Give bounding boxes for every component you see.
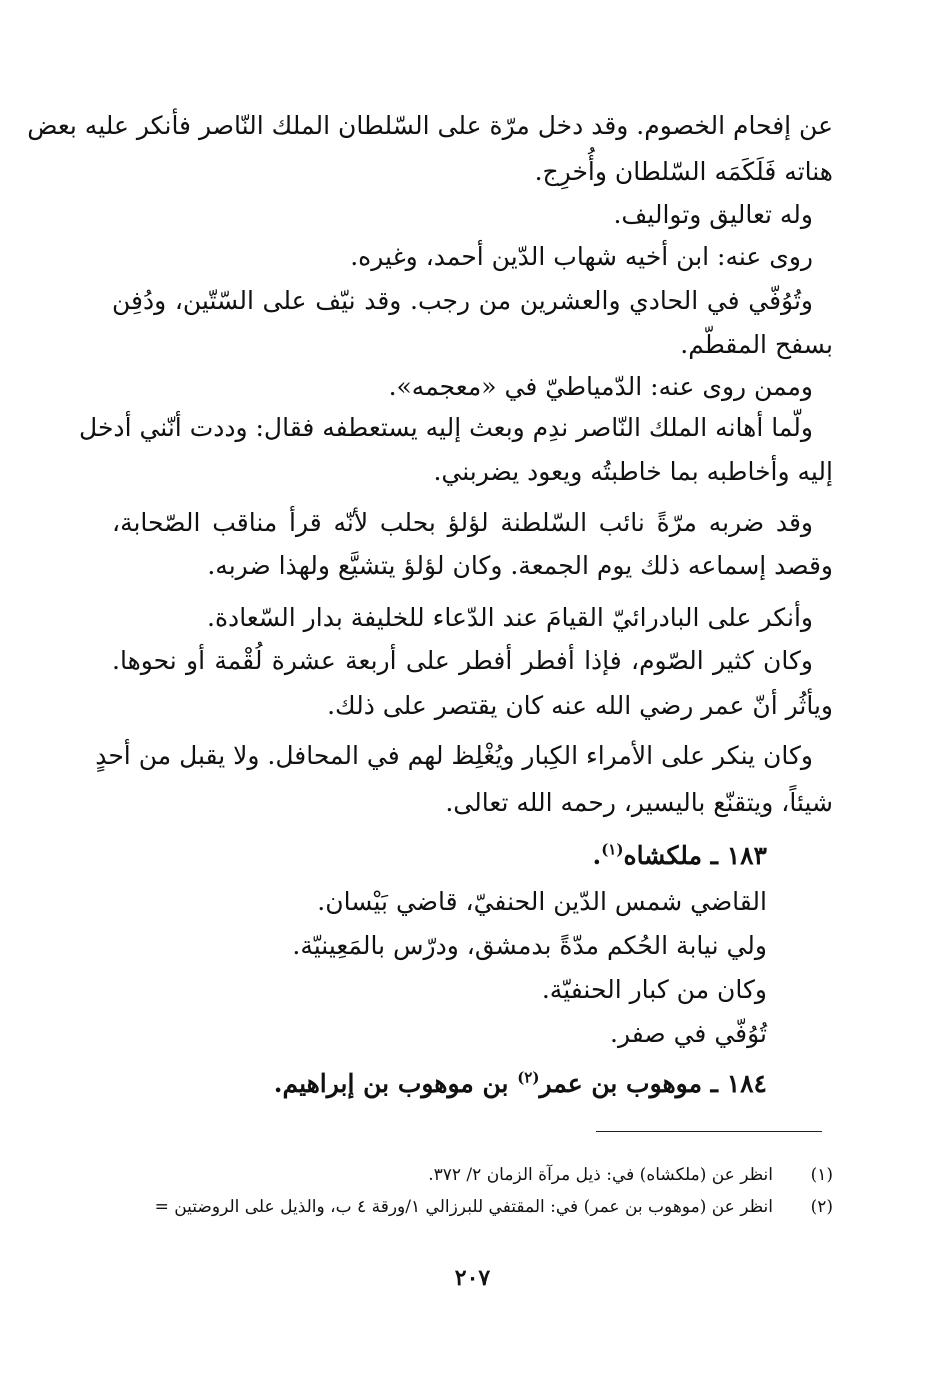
- body-line: هناته فَلَكَمَه السّلطان وأُخرِج.: [534, 157, 833, 186]
- body-line: وقد ضربه مرّةً نائب السّلطنة لؤلؤ بحلب لأنّه قرأ مناقب الصّحابة،: [112, 508, 813, 537]
- entry-183-line: ولي نيابة الحُكم مدّةً بدمشق، ودرّس بالمَعِينيّة.: [292, 931, 767, 960]
- body-line: وتُوُفّي في الحادي والعشرين من رجب. وقد نيّف على السّتّين، ودُفِن: [112, 286, 813, 315]
- body-line: ويأثُر أنّ عمر رضي الله عنه كان يقتصر على ذلك.: [327, 691, 833, 720]
- entry-183-line: تُوُفّي في صفر.: [610, 1019, 767, 1048]
- footnote-number: (٢): [810, 1197, 833, 1217]
- footnote-2: [112, 1195, 833, 1219]
- entry-183-heading: [592, 840, 767, 872]
- entry-184-title-rest: بن موهوب بن إبراهيم.: [273, 1069, 518, 1098]
- entry-183-line: القاضي شمس الدّين الحنفيّ، قاضي بَيْسان.: [317, 887, 767, 916]
- entry-183-line: وكان من كبار الحنفيّة.: [541, 975, 767, 1004]
- body-line: وممن روى عنه: الدّمياطيّ في «معجمه».: [388, 372, 813, 401]
- body-line: عن إفحام الخصوم. وقد دخل مرّة على السّلطان الملك النّاصر فأنكر عليه بعض: [27, 111, 833, 140]
- footnote-number: (١): [810, 1165, 833, 1185]
- body-line: وكان كثير الصّوم، فإذا أفطر أفطر على أربعة عشرة لُقْمة أو نحوها.: [112, 646, 813, 675]
- body-line: وكان ينكر على الأمراء الكِبار ويُغْلِظ لهم في المحافل. ولا يقبل من أحدٍ: [95, 741, 813, 770]
- body-line: وأنكر على البادرائيّ القيامَ عند الدّعاء للخليفة بدار السّعادة.: [207, 603, 813, 632]
- footnote-separator: [596, 1131, 822, 1132]
- body-line: بسفح المقطّم.: [680, 330, 833, 359]
- body-line: ولّما أهانه الملك النّاصر ندِم وبعث إليه يستعطفه فقال: وددت أنّني أدخل: [79, 413, 813, 442]
- body-line: وقصد إسماعه ذلك يوم الجمعة. وكان لؤلؤ يتشيَّع ولهذا ضربه.: [207, 551, 833, 580]
- entry-184-heading: [274, 1068, 767, 1100]
- heading-period: .: [592, 841, 602, 870]
- footnote-ref-1[interactable]: (١): [601, 840, 624, 859]
- body-line: روى عنه: ابن أخيه شهاب الدّين أحمد، وغيره.: [350, 242, 813, 271]
- entry-183-title: ١٨٣ ـ ملكشاه: [623, 841, 767, 870]
- page-number: ٢٠٧: [454, 1265, 491, 1291]
- entry-184-title: ١٨٤ ـ موهوب بن عمر: [539, 1069, 767, 1098]
- body-line: وله تعاليق وتواليف.: [613, 200, 813, 229]
- footnote-text: انظر عن (موهوب بن عمر) في: المقتفي للبرزالي ١/ورقة ٤ ب، والذيل على الروضتين =: [154, 1197, 773, 1217]
- body-line: شيئاً، ويتقنّع باليسير، رحمه الله تعالى.: [445, 788, 833, 817]
- footnote-text: انظر عن (ملكشاه) في: ذيل مرآة الزمان ٢/ ٣٧٢.: [428, 1165, 773, 1185]
- body-line: إليه وأخاطبه بما خاطبتُه ويعود يضربني.: [433, 457, 833, 486]
- footnote-ref-2[interactable]: (٢): [517, 1068, 540, 1087]
- footnote-1: [112, 1163, 833, 1187]
